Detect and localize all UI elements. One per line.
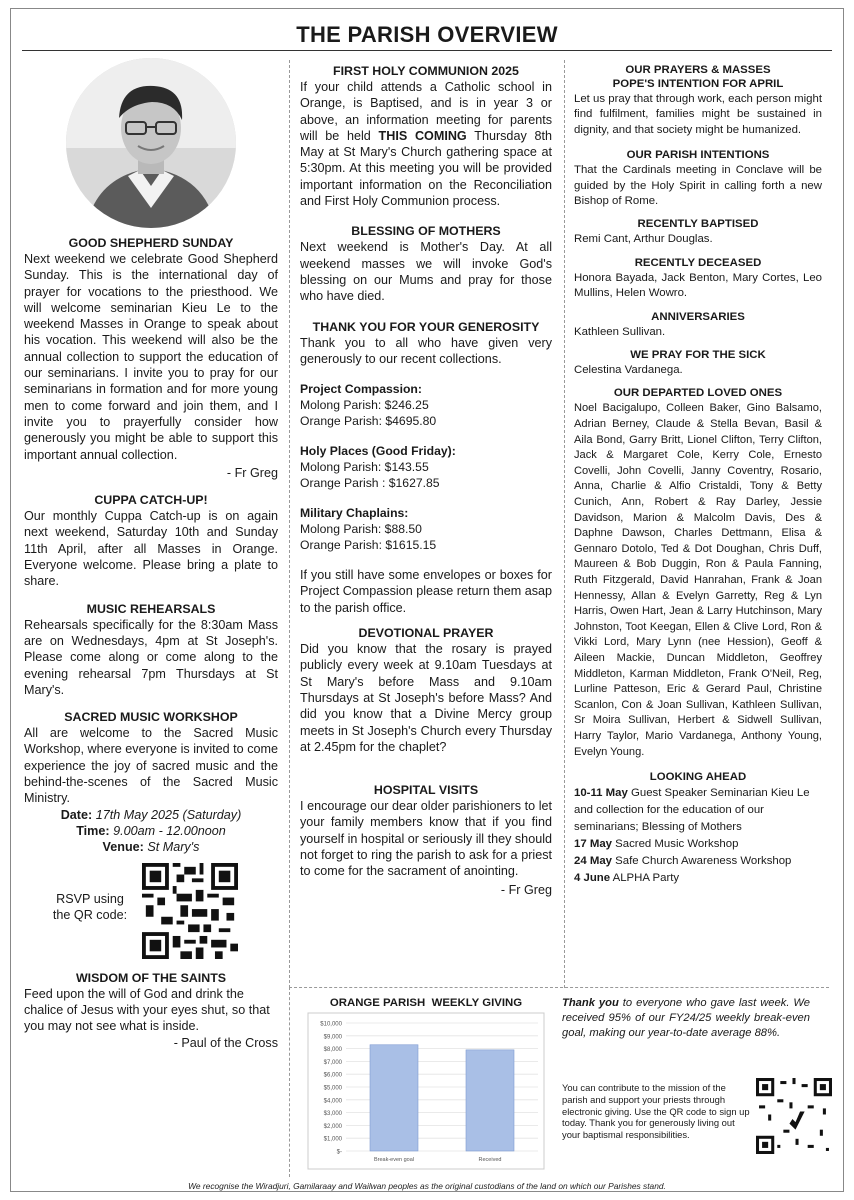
- departed-body: Noel Bacigalupo, Colleen Baker, Gino Balsamo, Adrian Berney, Claude & Stella Bevan, Basil & Aila Bond, Garry Britt, Lionel Clifton, Terry Clifton, Jack & Margaret Cole, Kerry Cole, Ernesto Covelli, John Covelli, Janny Coventry, Rosario, Anna, Charlie & Alfio Cristaldi, Tony & Betty Cunich, Ann, Robert & Ray Darley, Jessie Davidson, Marion & Malcolm Davis, Des & Daphne Dawson, Charles Dettmann, Elisa & Gennaro Dotolo, Ted & Dot Doughan, Chris Duff, Maureen & Bob Duggin, Ron & Paula Fanning, Ruth Fitzgerald, David Hanrahan, Frank & Joan Hennessy, Allan & Evelyn Garretty, Reg & Lyn Harris, Owen Hart, Jean & Larry Hutchinson, Mary Johnston, Toot Keegan, Ellen & Clive Lord, Ron & Vikki Lord, Mary Lynn (nee Hession), Geoff & Aileen Mackie, Duncan Middleton, Geoffrey Middleton, Karman Middleton, Frank O'Neil, Reg, Lurline Patteson, Eric & Gerard Paul, Christine Scanlon, Con & Joan Sullivan, Kathleen Sullivan, Sr Moira Sullivan, Herbert & Sidwell Sullivan, Harry Taylor, Mario Vardanega, Anthony Young, Evelyn Young.: [574, 402, 822, 758]
- collection-amount: Molong Parish: $88.50: [300, 522, 422, 537]
- column-left: [24, 58, 278, 1051]
- chart-x-tick-label: Break-even goal: [373, 1157, 415, 1163]
- deceased-body: Honora Bayada, Jack Benton, Mary Cortes, Leo Mullins, Helen Wowro.: [574, 271, 822, 300]
- weekly-giving-chart: [298, 990, 554, 1174]
- hospital-body: I encourage our dear older parishioners to let your family members know that if you find yourself in hospital or seriously ill they should not forget to ring the parish to ask for a priest to come for the sacrament of anointing.: [300, 799, 552, 879]
- good-shepherd-signature: - Fr Greg: [226, 465, 278, 480]
- hospital-heading: HOSPITAL VISITS: [373, 783, 479, 798]
- generosity-footer: If you still have some envelopes or boxes for Project Compassion please return them asap to the parish office.: [300, 568, 553, 615]
- workshop-qr-code[interactable]: [142, 863, 238, 959]
- devotional-body: Did you know that the rosary is prayed publicly every week at 9.10am Tuesdays at St Mary's before Mass and 9.10am Thursdays at St Joseph's before Mass? And did you know that a Divine Mercy group meets in St Joseph's Church every Thursday at 2.45pm for the chaplet?: [300, 642, 552, 754]
- column-divider-2: [564, 60, 565, 988]
- generosity-body: Thank you to all who have given very generously to our recent collections.: [300, 335, 552, 366]
- sick-heading: WE PRAY FOR THE SICK: [630, 349, 766, 362]
- chart-y-tick-label: $1,000: [323, 1136, 342, 1143]
- wisdom-heading: WISDOM OF THE SAINTS: [75, 970, 227, 985]
- title-divider: [22, 50, 832, 51]
- column-right: [574, 64, 822, 887]
- sick-body: Celestina Vardanega.: [574, 364, 683, 377]
- giving-qr-code[interactable]: [756, 1078, 832, 1154]
- generosity-heading: THANK YOU FOR YOUR GENEROSITY: [312, 319, 540, 334]
- anniversaries-body: Kathleen Sullivan.: [574, 325, 666, 338]
- parish-intentions-heading: OUR PARISH INTENTIONS: [626, 149, 770, 162]
- page-title: THE PARISH OVERVIEW: [296, 22, 558, 47]
- looking-ahead-text: Guest Speaker Seminarian Kieu Le and collection for the education of our seminarians; Blessing of Mothers: [574, 787, 810, 834]
- chart-y-tick-label: $10,000: [320, 1021, 342, 1028]
- chart-y-tick-label: $5,000: [323, 1085, 342, 1092]
- prayers-heading: OUR PRAYERS & MASSES: [625, 64, 771, 76]
- collection-amount: Molong Parish: $143.55: [300, 460, 429, 475]
- communion-body: [300, 79, 552, 209]
- communion-body-start: If your child attends a Catholic school in Orange, is Baptised, and is in year 3 or above, an information meeting for parents will be held: [300, 80, 552, 143]
- looking-ahead-item: [574, 853, 822, 870]
- collection-group: [300, 381, 552, 429]
- looking-ahead-date: 17 May: [574, 838, 612, 851]
- baptised-heading: RECENTLY BAPTISED: [637, 218, 759, 231]
- giving-left-divider: [289, 987, 290, 1177]
- collection-group-title: Project Compassion:: [300, 382, 422, 397]
- portrait-image: [66, 58, 236, 228]
- column-divider-1: [289, 60, 290, 988]
- chart-y-tick-label: $4,000: [323, 1098, 342, 1105]
- music-body: Rehearsals specifically for the 8:30am Mass are on Wednesdays, 4pm at St Joseph's. Please come along or come along to the evening rehearsal 7pm Thursdays at St Mary's.: [24, 617, 278, 697]
- workshop-venue-label: Venue:: [102, 839, 144, 854]
- music-heading: MUSIC REHEARSALS: [86, 601, 216, 616]
- collection-group: [300, 505, 552, 553]
- rsvp-text: RSVP using the QR code:: [52, 891, 128, 922]
- baptised-body: Remi Cant, Arthur Douglas.: [574, 233, 713, 246]
- column-middle: [300, 64, 552, 898]
- communion-emphasis: THIS COMING: [378, 128, 467, 143]
- communion-heading: FIRST HOLY COMMUNION 2025: [333, 64, 519, 78]
- chart-y-tick-label: $6,000: [323, 1072, 342, 1079]
- looking-ahead-heading: LOOKING AHEAD: [649, 771, 747, 784]
- hospital-signature: - Fr Greg: [500, 882, 552, 897]
- workshop-time-label: Time:: [76, 823, 110, 838]
- departed-heading: OUR DEPARTED LOVED ONES: [613, 387, 783, 400]
- collection-totals: [300, 381, 552, 553]
- rsvp-block: [24, 861, 278, 971]
- mothers-body: Next weekend is Mother's Day. At all weekend masses we will invoke God's blessing on our Mums and pray for those who have died.: [300, 240, 552, 304]
- good-shepherd-body: Next weekend we celebrate Good Shepherd Sunday. This is the international day of prayer for vocations to the priesthood. We will welcome seminarian Kieu Le to the weekend Masses in Orange to speak about his vocation. This weekend will also be the annual collection to support the education of our seminarians. I invite you to pray for our seminarians in formation and for more young men to come forward and join them, and I invite you to prayerfully consider how generously you might be able to support this important annual collection.: [24, 252, 278, 462]
- workshop-time: 9.00am - 12.00noon: [113, 823, 226, 838]
- looking-ahead-text: Safe Church Awareness Workshop: [612, 855, 792, 868]
- workshop-body: All are welcome to the Sacred Music Workshop, where everyone is invited to come experience the joy of sacred music and the behind-the-scenes of the Sacred Music Ministry.: [24, 726, 278, 806]
- looking-ahead-list: [574, 785, 822, 887]
- chart-y-tick-label: $3,000: [323, 1111, 342, 1118]
- chart-x-tick-label: Received: [478, 1157, 502, 1163]
- looking-ahead-item: [574, 870, 822, 887]
- looking-ahead-text: ALPHA Party: [610, 872, 680, 885]
- wisdom-body: Feed upon the will of God and drink the chalice of Jesus with your eyes shut, so that you may not see what is inside.: [24, 986, 270, 1034]
- communion-body-end: Thursday 8th May at St Mary's Church gathering space at 5:30pm. At this meeting you will be provided important information on the Reconciliation and First Holy Communion process.: [300, 128, 552, 209]
- chart-y-tick-label: $-: [336, 1149, 342, 1156]
- collection-amount: Orange Parish: $1615.15: [300, 538, 437, 553]
- seminarian-photo: [66, 58, 236, 228]
- collection-group: [300, 443, 552, 491]
- pope-intention-heading: POPE'S INTENTION FOR APRIL: [612, 78, 784, 90]
- chart-bar: [370, 1045, 418, 1151]
- contribute-text: You can contribute to the mission of the parish and support your priests through electronic giving. Use the QR code to sign up today. Thank you for generously living out your baptismal responsibilities.: [562, 1082, 750, 1141]
- chart-bar: [466, 1050, 514, 1151]
- looking-ahead-item: [574, 836, 822, 853]
- collection-amount: Molong Parish: $246.25: [300, 398, 429, 413]
- looking-ahead-text: Sacred Music Workshop: [612, 838, 739, 851]
- looking-ahead-date: 24 May: [574, 855, 612, 868]
- cuppa-heading: CUPPA CATCH-UP!: [94, 493, 208, 508]
- giving-chart-svg: [298, 1011, 554, 1171]
- looking-ahead-date: 4 June: [574, 872, 611, 885]
- wisdom-signature: - Paul of the Cross: [173, 1035, 278, 1050]
- chart-y-tick-label: $7,000: [323, 1059, 342, 1066]
- workshop-details: [24, 807, 278, 855]
- chart-title: ORANGE PARISH WEEKLY GIVING: [329, 997, 523, 1009]
- chart-y-tick-label: $9,000: [323, 1034, 342, 1041]
- deceased-heading: RECENTLY DECEASED: [634, 256, 762, 269]
- parish-intentions-body: That the Cardinals meeting in Conclave will be guided by the Holy Spirit in calling forth a new Bishop of Rome.: [574, 164, 822, 208]
- workshop-heading: SACRED MUSIC WORKSHOP: [64, 710, 238, 725]
- looking-ahead-date: 10-11 May: [574, 787, 628, 800]
- workshop-venue: St Mary's: [147, 839, 200, 854]
- collection-amount: Orange Parish: $4695.80: [300, 414, 437, 429]
- workshop-date: 17th May 2025 (Saturday): [95, 807, 242, 822]
- giving-divider: [289, 987, 829, 988]
- chart-y-tick-label: $8,000: [323, 1047, 342, 1054]
- collection-group-title: Military Chaplains:: [300, 506, 409, 521]
- anniversaries-heading: ANNIVERSARIES: [651, 310, 745, 323]
- devotional-heading: DEVOTIONAL PRAYER: [358, 626, 494, 641]
- giving-thanks-bold: Thank you: [562, 997, 619, 1009]
- good-shepherd-heading: GOOD SHEPHERD SUNDAY: [68, 236, 234, 250]
- mothers-heading: BLESSING OF MOTHERS: [351, 224, 501, 239]
- collection-amount: Orange Parish : $1627.85: [300, 476, 440, 491]
- giving-thanks-text: to everyone who gave last week. We received 95% of our FY24/25 weekly break-even goal, making our year-to-date average 88%.: [562, 997, 810, 1040]
- cuppa-body: Our monthly Cuppa Catch-up is on again next weekend, Saturday 10th and Sunday 11th April, after all Masses in Orange. Everyone welcome. Please bring a plate to share.: [24, 509, 278, 589]
- pope-intention-body: Let us pray that through work, each person might find fulfilment, families might be sustained in dignity, and that society might be humanized.: [574, 93, 822, 136]
- workshop-date-label: Date:: [60, 807, 93, 822]
- collection-group-title: Holy Places (Good Friday):: [300, 444, 456, 459]
- chart-y-tick-label: $2,000: [323, 1123, 342, 1130]
- land-acknowledgement: We recognise the Wiradjuri, Gamilaraay and Wailwan peoples as the original custodians of the land on which our Parishes stand.: [188, 1181, 666, 1191]
- looking-ahead-item: [574, 785, 822, 836]
- giving-thanks: [562, 996, 810, 1042]
